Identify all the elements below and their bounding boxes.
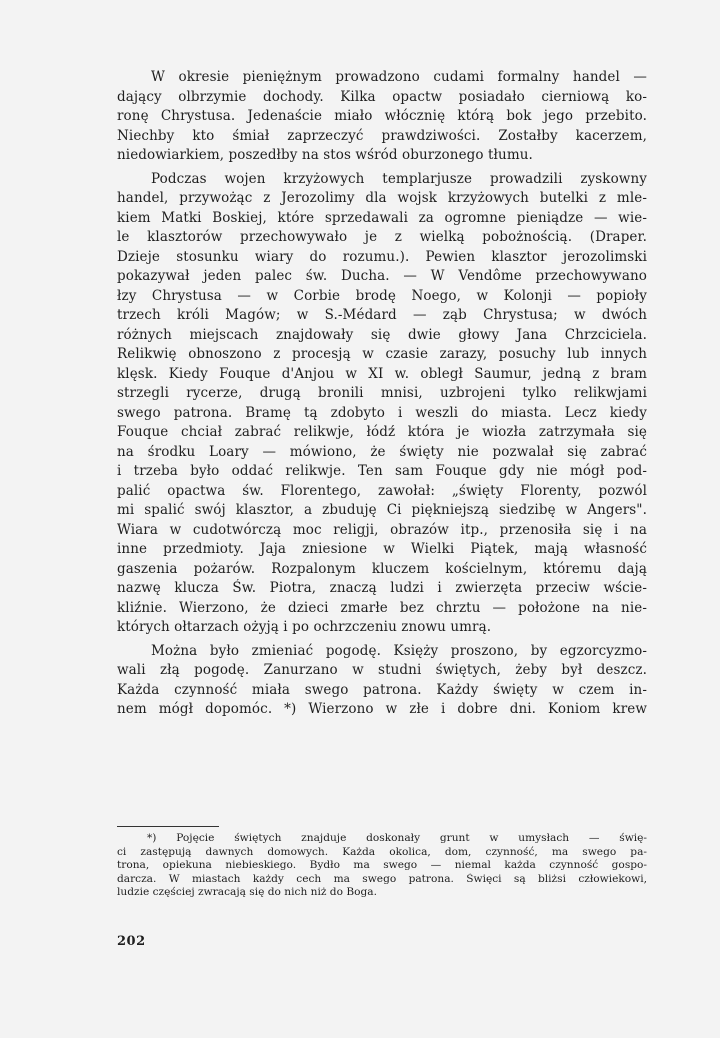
text-line: których ołtarzach ożyją i po ochrzczeniu znowu umrą. — [117, 619, 492, 635]
text-line: Fouque chciał zabrać relikwje, łódź która je wiozła zatrzymała się — [117, 424, 647, 440]
footnote-line: *) Pojęcie świętych znajduje doskonały grunt w umysłach — świę- — [147, 832, 647, 844]
text-line: niedowiarkiem, poszedłby na stos wśród oburzonego tłumu. — [117, 147, 533, 163]
page-number: 202 — [117, 934, 146, 949]
text-line: W okresie pieniężnym prowadzono cudami formalny handel — — [151, 69, 647, 85]
text-line: ronę Chrystusa. Jedenaście miało włócznię którą bok jego przebito. — [117, 108, 647, 124]
text-line: palić opactwa św. Florentego, zawołał: „święty Florenty, pozwól — [117, 482, 647, 499]
text-line: pokazywał jeden palec św. Ducha. — W Vendôme przechowywano — [117, 268, 647, 284]
text-line: le klasztorów przechowywało je z wielką pobożnością. (Draper. — [117, 229, 647, 245]
text-line: klęsk. Kiedy Fouque d'Anjou w XI w. obległ Saumur, jedną z bram — [117, 365, 647, 382]
text-line: na środku Loary — mówiono, że święty nie pozwalał się zabrać — [117, 443, 647, 460]
footnote-line: ludzie częściej zwracają się do nich niż do Boga. — [117, 886, 377, 899]
text-line: nazwę klucza Św. Piotra, znaczą ludzi i zwierzęta przeciw wście- — [117, 580, 647, 596]
text-line: dający olbrzymie dochody. Kilka opactw posiadało cierniową ko- — [117, 88, 647, 105]
text-line: Wiara w cudotwórczą moc religji, obrazów itp., przenosiła się i na — [117, 521, 647, 538]
text-line: różnych miejscach znajdowały się dwie głowy Jana Chrzciciela. — [117, 326, 647, 343]
text-line: handel, przywożąc z Jerozolimy dla wojsk krzyżowych butelki z mle- — [117, 190, 647, 206]
paragraph-1 — [117, 68, 647, 166]
footnote-line: trona, opiekuna niebieskiego. Bydło ma swego — niemal każda czynność gospo- — [117, 859, 647, 872]
paragraph-3 — [117, 642, 647, 720]
text-line: inne przedmioty. Jaja zniesione w Wielki Piątek, mają własność — [117, 541, 647, 557]
main-text — [117, 68, 647, 720]
text-line: strzegli rycerze, drugą bronili mnisi, uzbrojeni tylko relikwjami — [117, 385, 647, 401]
text-line: Każda czynność miała swego patrona. Każdy święty w czem in- — [117, 681, 647, 698]
text-line: Podczas wojen krzyżowych templarjusze prowadzili zyskowny — [151, 170, 647, 187]
footnote-divider — [117, 826, 219, 827]
footnote-line: darcza. W miastach każdy cech ma swego patrona. Święci są bliżsi człowiekowi, — [117, 872, 647, 885]
footnote-line: ci zastępują dawnych domowych. Każda okolica, dom, czynność, ma swego pa- — [117, 845, 647, 858]
text-line: i trzeba było oddać relikwje. Ten sam Fouque gdy nie mógł pod- — [117, 463, 647, 479]
text-line: łzy Chrystusa — w Corbie brodę Noego, w Kolonji — popioły — [117, 287, 647, 304]
text-line: Dzieje stosunku wiary do rozumu.). Pewien klasztor jerozolimski — [117, 248, 647, 265]
text-line: Można było zmieniać pogodę. Księży proszono, by egzorcyzmo- — [151, 642, 647, 659]
paragraph-2 — [117, 170, 647, 638]
text-line: Relikwię obnoszono z procesją w czasie zarazy, posuchy lub innych — [117, 346, 647, 362]
text-line: wali złą pogodę. Zanurzano w studni świętych, żeby był deszcz. — [117, 662, 647, 678]
text-line: swego patrona. Bramę tą zdobyto i weszli do miasta. Lecz kiedy — [117, 404, 647, 421]
text-line: trzech króli Magów; w S.-Médard — ząb Chrystusa; w dwóch — [117, 307, 647, 323]
text-line: gaszenia pożarów. Rozpalonym kluczem kościelnym, któremu dają — [117, 560, 647, 577]
text-line: kiem Matki Boskiej, które sprzedawali za ogromne pieniądze — wie- — [117, 209, 647, 226]
text-line: mi spalić swój klasztor, a zbuduję Ci piękniejszą siedzibę w Angers". — [117, 502, 647, 518]
text-line: nem mógł dopomóc. *) Wierzono w złe i dobre dni. Koniom krew — [117, 701, 647, 717]
footnote — [117, 832, 647, 900]
text-line: Niechby kto śmiał zaprzeczyć prawdziwości. Zostałby kacerzem, — [117, 127, 647, 144]
text-line: kliźnie. Wierzono, że dzieci zmarłe bez chrztu — położone na nie- — [117, 599, 647, 616]
